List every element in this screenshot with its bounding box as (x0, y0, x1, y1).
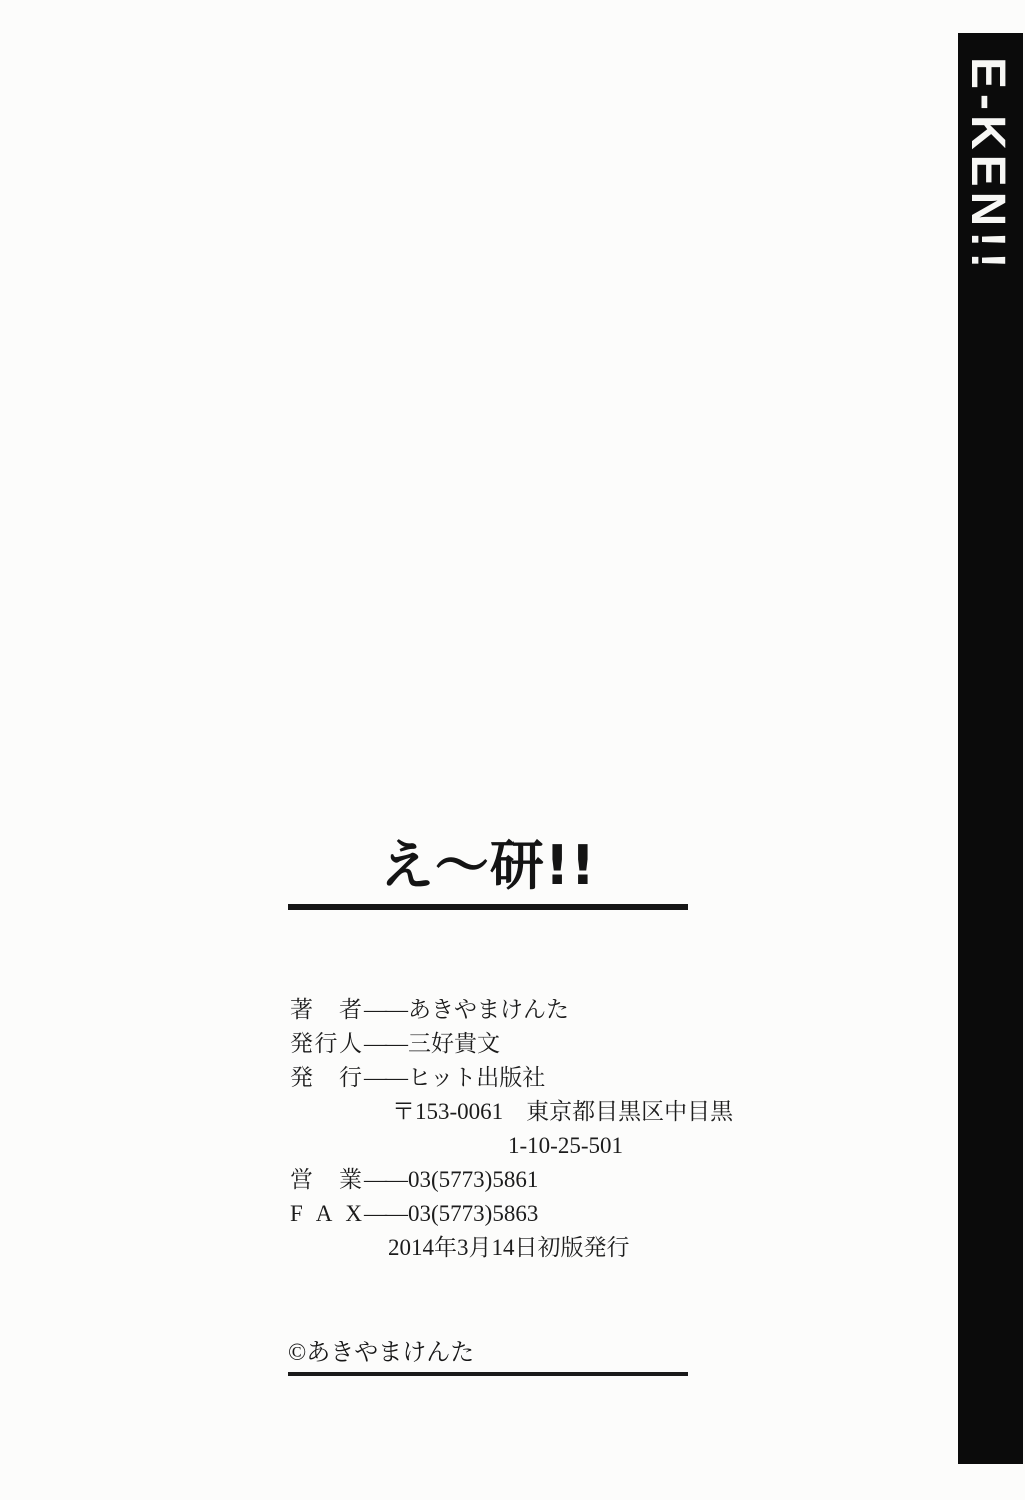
colophon-row-author (290, 993, 770, 1027)
dash-connector: —— (364, 997, 406, 1022)
spine-title: E-KEN!! (961, 57, 1014, 274)
publisher-value: ヒット出版社 (408, 1065, 546, 1090)
address2-value: 1-10-25-501 (508, 1133, 623, 1158)
copyright-block (288, 1340, 688, 1376)
colophon-row-address (290, 1095, 770, 1129)
issuer-value: 三好貴文 (408, 1031, 500, 1056)
sales-label: 営業 (290, 1167, 362, 1192)
sales-phone-value: 03(5773)5861 (408, 1167, 539, 1192)
dash-connector: —— (364, 1167, 406, 1192)
colophon-row-address2 (290, 1129, 770, 1163)
author-label: 著者 (290, 997, 362, 1022)
publisher-label: 発行 (290, 1065, 362, 1090)
colophon-row-issuer (290, 1027, 770, 1061)
address-value: 〒153-0061 東京都目黒区中目黒 (392, 1099, 734, 1124)
fax-number-value: 03(5773)5863 (408, 1201, 539, 1226)
colophon-row-publisher (290, 1061, 770, 1095)
dash-connector: —— (364, 1065, 406, 1090)
book-title: え〜研!! (379, 834, 597, 897)
fax-label: F A X (290, 1201, 362, 1226)
copyright-text: ©あきやまけんた (288, 1340, 475, 1366)
colophon-row-edition (290, 1231, 770, 1265)
spine-bar (958, 33, 1023, 1464)
author-value: あきやまけんた (408, 997, 569, 1022)
dash-connector: —— (364, 1201, 406, 1226)
colophon (290, 993, 770, 1265)
colophon-row-fax (290, 1197, 770, 1231)
issuer-label: 発行人 (290, 1031, 362, 1056)
colophon-row-sales (290, 1163, 770, 1197)
book-title-block (288, 834, 688, 910)
dash-connector: —— (364, 1031, 406, 1056)
edition-date-value: 2014年3月14日初版発行 (388, 1235, 630, 1260)
